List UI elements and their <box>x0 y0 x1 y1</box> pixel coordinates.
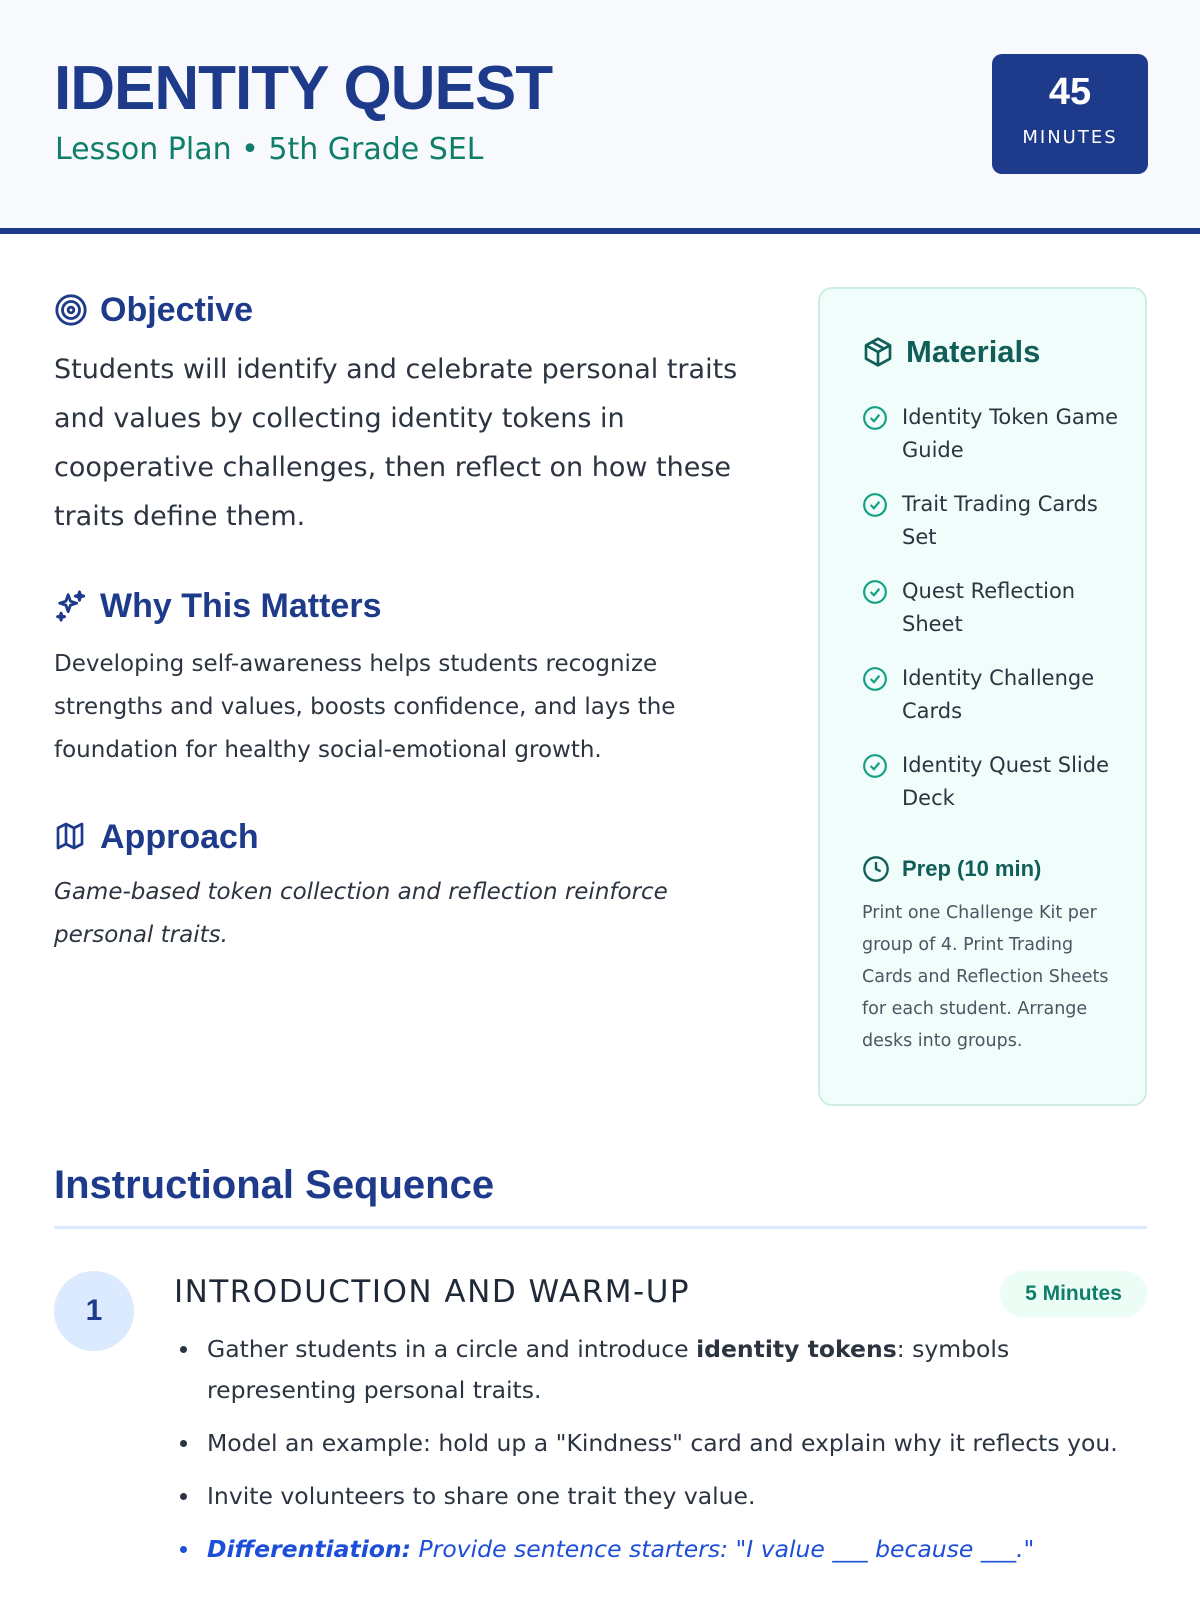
prep-label: Prep (10 min) <box>902 856 1042 881</box>
step-number: 1 <box>54 1271 134 1351</box>
lesson-header <box>0 0 1200 234</box>
materials-item-label: Trait Trading Cards Set <box>902 492 1098 549</box>
sequence-divider <box>54 1226 1147 1229</box>
differentiation-bullet <box>207 1529 1147 1570</box>
materials-item <box>862 488 1124 575</box>
materials-item-label: Identity Token Game Guide <box>902 405 1119 462</box>
prep-text: Print one Challenge Kit per group of 4. Print Trading Cards and Reflection Sheets for each student. Arrange desks into groups. <box>862 903 1109 1051</box>
objective-title: Objective <box>100 291 254 329</box>
check-circle-icon <box>862 666 888 692</box>
approach-title: Approach <box>100 818 259 856</box>
differentiation-label: Differentiation: <box>207 1535 412 1563</box>
step-bullet <box>207 1329 1147 1411</box>
materials-item <box>862 575 1124 662</box>
materials-item <box>862 401 1124 488</box>
step-title: INTRODUCTION AND WARM-UP <box>174 1274 691 1310</box>
sparkles-icon <box>54 589 88 623</box>
approach-heading <box>54 817 259 857</box>
bullet-emphasis: identity tokens <box>696 1335 897 1363</box>
why-title: Why This Matters <box>100 587 382 625</box>
step-bullet-list <box>207 1329 1147 1582</box>
materials-item-label: Identity Challenge Cards <box>902 666 1095 723</box>
step-bullet: Model an example: hold up a "Kindness" card and explain why it reflects you. <box>207 1423 1147 1464</box>
clock-icon <box>862 855 890 883</box>
bullet-text: Gather students in a circle and introduce <box>207 1335 697 1363</box>
step-bullet: Invite volunteers to share one trait they value. <box>207 1476 1147 1517</box>
duration-value: 45 <box>1048 71 1092 113</box>
approach-text: Game-based token collection and reflection reinforce personal traits. <box>54 879 668 948</box>
materials-title: Materials <box>906 334 1041 369</box>
prep-heading <box>862 855 1041 883</box>
duration-badge <box>992 54 1148 174</box>
why-text: Developing self-awareness helps students recognize strengths and values, boosts confidence, and lays the foundation for healthy social-emotional growth. <box>54 651 676 763</box>
materials-item-label: Identity Quest Slide Deck <box>902 753 1110 810</box>
map-icon <box>54 820 88 854</box>
materials-item-label: Quest Reflection Sheet <box>902 579 1076 636</box>
sequence-title: Instructional Sequence <box>54 1163 495 1207</box>
check-circle-icon <box>862 753 888 779</box>
materials-item <box>862 749 1124 836</box>
materials-list <box>862 401 1124 836</box>
materials-item <box>862 662 1124 749</box>
objective-heading <box>54 290 253 330</box>
page-subtitle: Lesson Plan • 5th Grade SEL <box>55 132 484 167</box>
package-icon <box>862 336 894 368</box>
differentiation-text: Provide sentence starters: "I value ___ because ___." <box>411 1535 1035 1563</box>
why-heading <box>54 586 381 626</box>
materials-panel <box>818 287 1147 1106</box>
objective-text: Students will identify and celebrate personal traits and values by collecting identity tokens in cooperative challenges, then reflect on how these traits define them. <box>54 354 738 532</box>
check-circle-icon <box>862 579 888 605</box>
duration-unit: MINUTES <box>1022 127 1118 148</box>
materials-heading <box>862 333 1040 371</box>
target-icon <box>54 293 88 327</box>
bullet-text: : symbols representing personal traits. <box>207 1335 1010 1404</box>
check-circle-icon <box>862 405 888 431</box>
step-time-badge: 5 Minutes <box>1000 1271 1147 1317</box>
check-circle-icon <box>862 492 888 518</box>
page-title: IDENTITY QUEST <box>54 54 553 123</box>
